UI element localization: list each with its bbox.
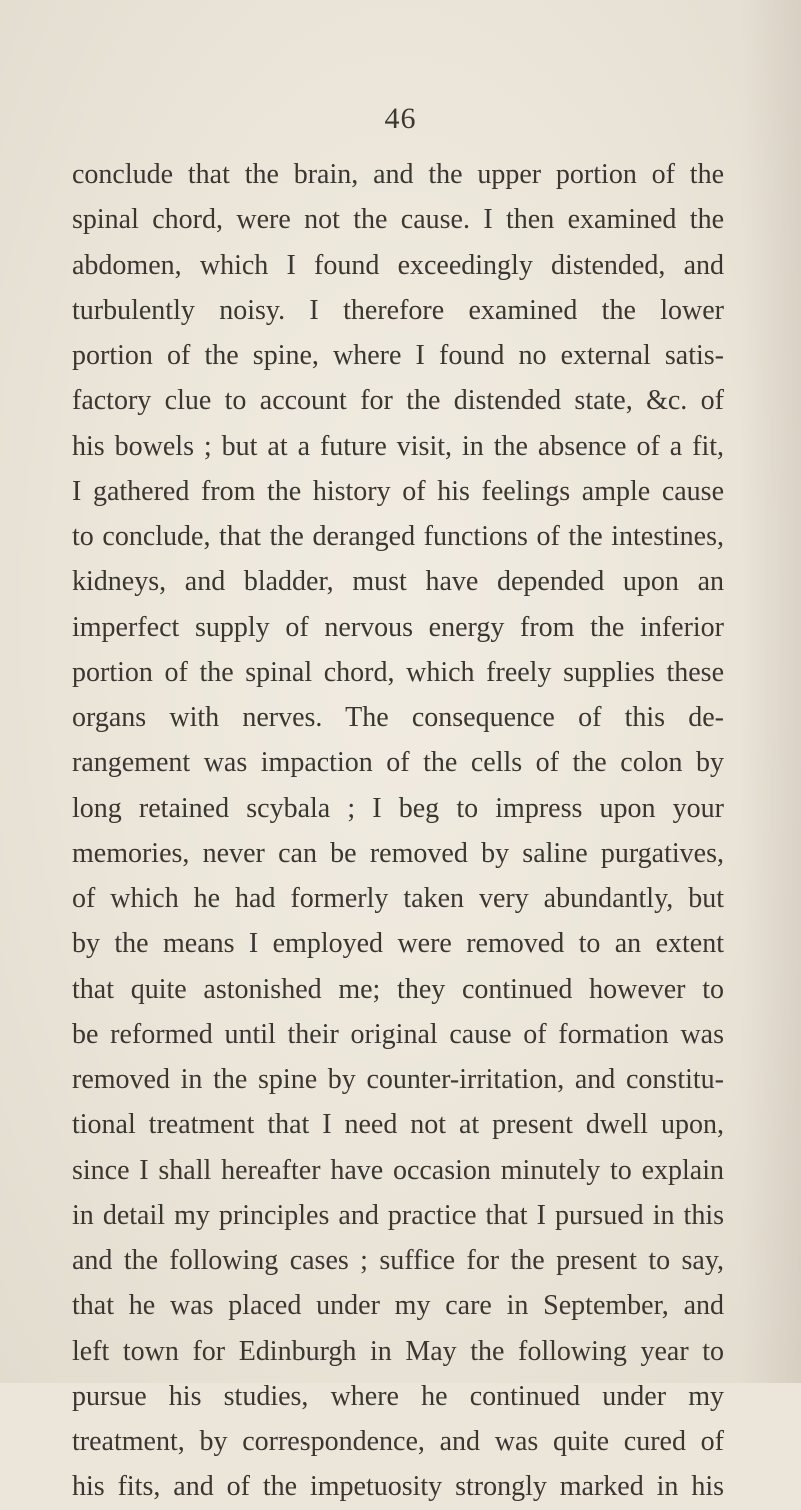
text-line: removed in the spine by counter-irritation, and constitu- [72,1064,724,1095]
text-line: since I shall hereafter have occasion minutely to explain [72,1154,724,1186]
page-number: 46 [384,102,417,135]
text-line: portion of the spine, where I found no external satis- [72,340,724,371]
page-edge-shadow [741,0,801,1383]
text-line: that quite astonished me; they continued however to [72,973,724,1005]
text-line: left town for Edinburgh in May the following year to [72,1335,724,1367]
text-line: and the following cases ; suffice for the present to say, [72,1245,724,1276]
text-line: memories, never can be removed by saline purgatives, [72,837,724,869]
text-line: conclude that the brain, and the upper portion of the [72,159,724,190]
text-line: be reformed until their original cause of formation was [72,1018,724,1050]
text-line: his fits, and of the impetuosity strongly marked in his [72,1471,724,1503]
text-line: turbulently noisy. I therefore examined the lower [72,294,724,326]
text-line: in detail my principles and practice that I pursued in this [72,1199,724,1231]
text-line: spinal chord, were not the cause. I then examined the [72,204,724,236]
text-line: to conclude, that the deranged functions of the intestines, [72,521,724,552]
text-line: rangement was impaction of the cells of the colon by [72,747,724,779]
text-line: imperfect supply of nervous energy from the inferior [72,611,724,643]
text-line: by the means I employed were removed to an extent [72,928,724,960]
text-line: abdomen, which I found exceedingly distended, and [72,249,724,281]
text-line: treatment, by correspondence, and was quite cured of [72,1426,724,1457]
text-line: I gathered from the history of his feelings ample cause [72,475,724,507]
text-line: his bowels ; but at a future visit, in the absence of a fit, [72,430,724,462]
text-line: portion of the spinal chord, which freely supplies these [72,656,724,688]
text-line: of which he had formerly taken very abundantly, but [72,883,724,914]
text-line: factory clue to account for the distended state, &c. of [72,385,724,417]
text-line: pursue his studies, where he continued under my [72,1380,724,1412]
text-line: tional treatment that I need not at present dwell upon, [72,1109,724,1141]
text-line: kidneys, and bladder, must have depended upon an [72,566,724,598]
body-text [72,152,724,1510]
text-line: organs with nerves. The consequence of this de- [72,702,724,733]
text-line: long retained scybala ; I beg to impress upon your [72,792,724,824]
text-line: that he was placed under my care in September, and [72,1290,724,1322]
